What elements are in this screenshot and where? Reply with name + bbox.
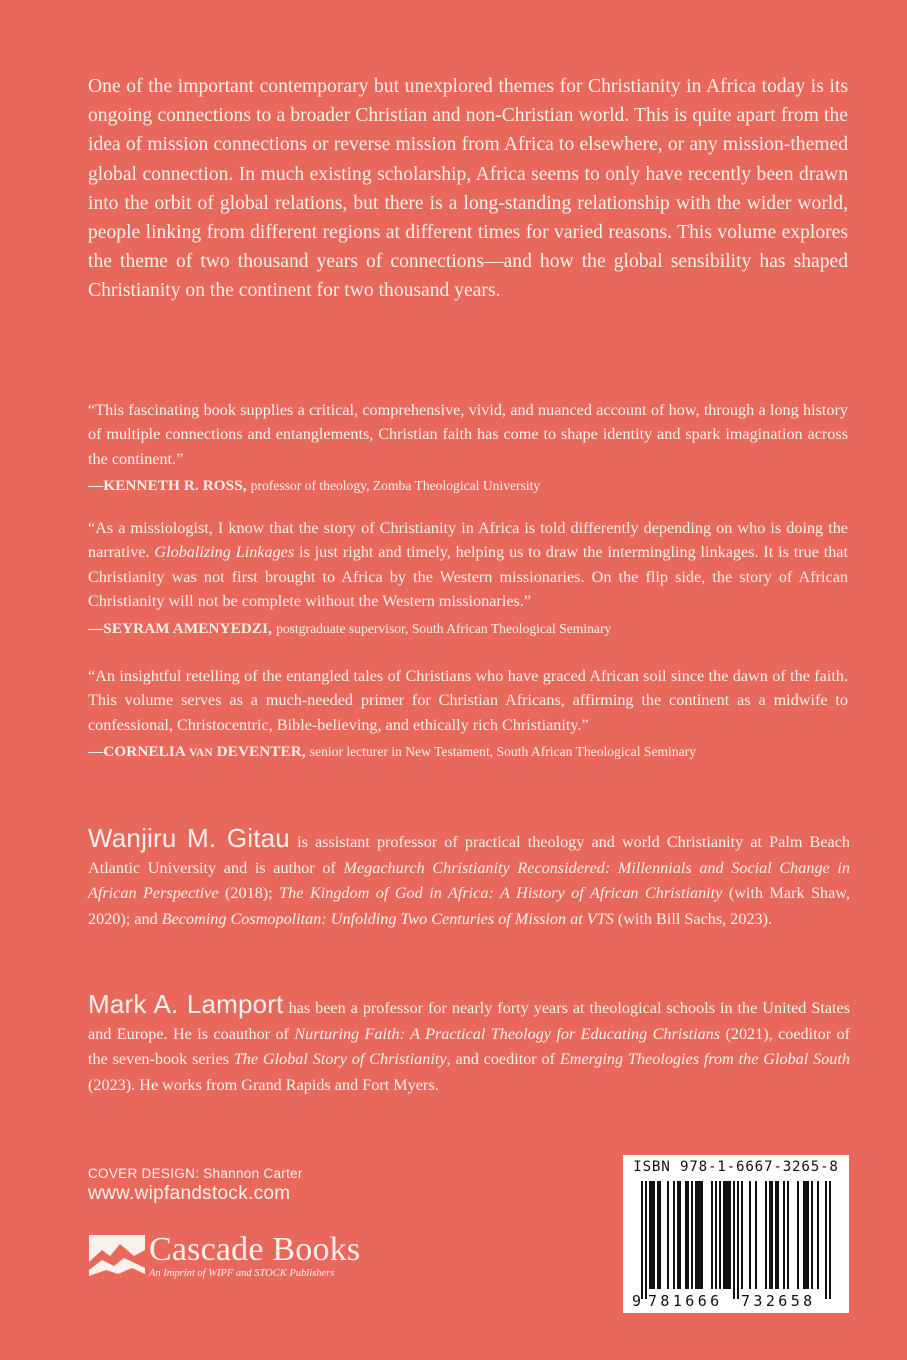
barcode-bar (651, 1181, 653, 1289)
barcode-bar (723, 1181, 725, 1289)
barcode-digits-right: 732658 (741, 1292, 816, 1310)
barcode-bar (657, 1181, 659, 1289)
barcode-bar (725, 1181, 727, 1289)
endorsement-van-deventer (88, 664, 848, 763)
publisher-website: www.wipfandstock.com (88, 1183, 291, 1204)
barcode-bar (679, 1181, 681, 1289)
cascade-mountain-icon (88, 1232, 146, 1284)
isbn-label: ISBN 978-1-6667-3265-8 (633, 1159, 839, 1175)
book-title-italic: Globalizing Linkages (154, 543, 295, 562)
endorsement-ross (88, 398, 848, 496)
endorsement-amenyedzi (88, 516, 848, 639)
barcode-bar (733, 1181, 735, 1299)
isbn-barcode (623, 1155, 849, 1313)
barcode-bar (777, 1181, 779, 1289)
barcode-bar (783, 1181, 785, 1289)
endorsement-quote: “This fascinating book supplies a critical, comprehensive, vivid, and nuanced account of how, through a long history of multiple connections and entanglements, Christian faith has come to shape identity and spark imagination across the continent.” (88, 401, 848, 468)
endorsement-attribution (88, 619, 848, 639)
barcode-bar (729, 1181, 731, 1289)
barcode-bar (653, 1181, 655, 1289)
barcode-bar (691, 1181, 693, 1289)
book-blurb: One of the important contemporary but unexplored themes for Christianity in Africa today is its ongoing connections to a broader Christian and non-Christian world. This is quite apart from the idea of mission connections or reverse mission from Africa to elsewhere, or any mission-themed global connection. In much existing scholarship, Africa seems to only have recently been drawn into the orbit of global relations, but there is a long-standing relationship with the wider world, people linking from different regions at different times for varied reasons. This volume explores the theme of two thousand years of connections—and how the global sensibility has shaped Christianity on the continent for two thousand years. (88, 76, 848, 302)
endorser-name: —CORNELIA VAN DEVENTER, (88, 743, 306, 761)
barcode-bar (685, 1181, 687, 1289)
author-name: Mark A. Lamport (88, 989, 284, 1019)
barcode-bar (677, 1181, 679, 1289)
credits (88, 1166, 303, 1205)
barcode-bar (741, 1181, 743, 1289)
barcode-bar (755, 1181, 757, 1289)
barcode-bar (807, 1181, 809, 1289)
endorser-name: —KENNETH R. ROSS, (88, 477, 247, 495)
barcode-bar (771, 1181, 773, 1289)
publisher-name: Cascade Books (149, 1231, 361, 1268)
barcode-bar (659, 1181, 661, 1289)
endorsement-quote: “An insightful retelling of the entangled tales of Christians who have graced African soil since the dawn of the faith. This volume serves as a much-needed primer for Christian Africans, affirming the continent as a midwife to confessional, Christocentric, Bible-believing, and ethically rich Christianity.” (88, 667, 848, 734)
barcode-bar (715, 1181, 717, 1289)
barcode-bar (667, 1181, 669, 1289)
barcode-bar (699, 1181, 701, 1289)
endorsement-attribution (88, 742, 848, 763)
endorser-name: —SEYRAM AMENYEDZI, (88, 619, 273, 637)
barcode-bar (805, 1181, 807, 1289)
barcode-bar (829, 1181, 831, 1299)
author-bio-gitau: Wanjiru M. Gitau is assistant professor of practical theology and world Christianity at Palm Beach Atlantic University and is author of Megachurch Christianity Reconsidered: Millennials and Social Change in African Perspective (2018); The Kingdom of God in Africa: A History of African Christianity (with Mark Shaw, 2020); and Becoming Cosmopolitan: Unfolding Two Centuries of Mission at VTS (with Bill Sachs, 2023). (88, 823, 850, 928)
publisher-imprint: An Imprint of WIPF and STOCK Publishers (149, 1268, 335, 1279)
barcode-bar (649, 1181, 651, 1289)
barcode-bar (765, 1181, 767, 1289)
barcode-bar (737, 1181, 739, 1299)
barcode-bar (687, 1181, 689, 1289)
barcode-bar (817, 1181, 819, 1289)
barcode-bar (641, 1181, 643, 1299)
publisher-logo (88, 1232, 360, 1284)
cover-design-credit: COVER DESIGN: Shannon Carter (88, 1166, 303, 1181)
author-name: Wanjiru M. Gitau (88, 823, 290, 853)
barcode-bar (695, 1181, 697, 1289)
barcode-digit-first: 9 (632, 1292, 642, 1310)
endorser-title: professor of theology, Zomba Theological University (250, 478, 541, 494)
barcode-bar (727, 1181, 729, 1289)
barcode-bar (769, 1181, 771, 1289)
barcode-bar (701, 1181, 703, 1289)
barcode-bar (711, 1181, 713, 1289)
endorsement-attribution (88, 476, 848, 496)
barcode-bar (749, 1181, 751, 1289)
endorsement-quote: “As a missiologist, I know that the story of Christianity in Africa is told differently depending on who is doing the narrative. Globalizing Linkages is just right and timely, helping us to draw the intermingling linkages. It is true that Christianity was not first brought to Africa by the Western missionaries. On the flip side, the story of African Christianity will not be complete without the Western missionaries.” (88, 519, 848, 611)
barcode-graphic (623, 1155, 849, 1313)
endorser-title: senior lecturer in New Testament, South African Theological Seminary (309, 744, 696, 760)
endorser-title: postgraduate supervisor, South African Theological Seminary (276, 620, 612, 636)
barcode-bar (673, 1181, 675, 1289)
barcode-bar (825, 1181, 827, 1299)
barcode-bar (775, 1181, 777, 1289)
barcode-bar (697, 1181, 699, 1289)
barcode-bar (803, 1181, 805, 1289)
barcode-bar (811, 1181, 813, 1289)
barcode-bar (719, 1181, 721, 1289)
barcode-digits-left: 781666 (648, 1292, 723, 1310)
barcode-bar (645, 1181, 647, 1299)
barcode-bar (797, 1181, 799, 1289)
author-bio-lamport: Mark A. Lamport has been a professor for nearly forty years at theological schools in the United States and Europe. He is coauthor of Nurturing Faith: A Practical Theology for Educating Christians (2021), coeditor of the seven-book series The Global Story of Christianity, and coeditor of Emerging Theologies from the Global South (2023). He works from Grand Rapids and Fort Myers. (88, 989, 850, 1094)
barcode-bar (787, 1181, 789, 1289)
